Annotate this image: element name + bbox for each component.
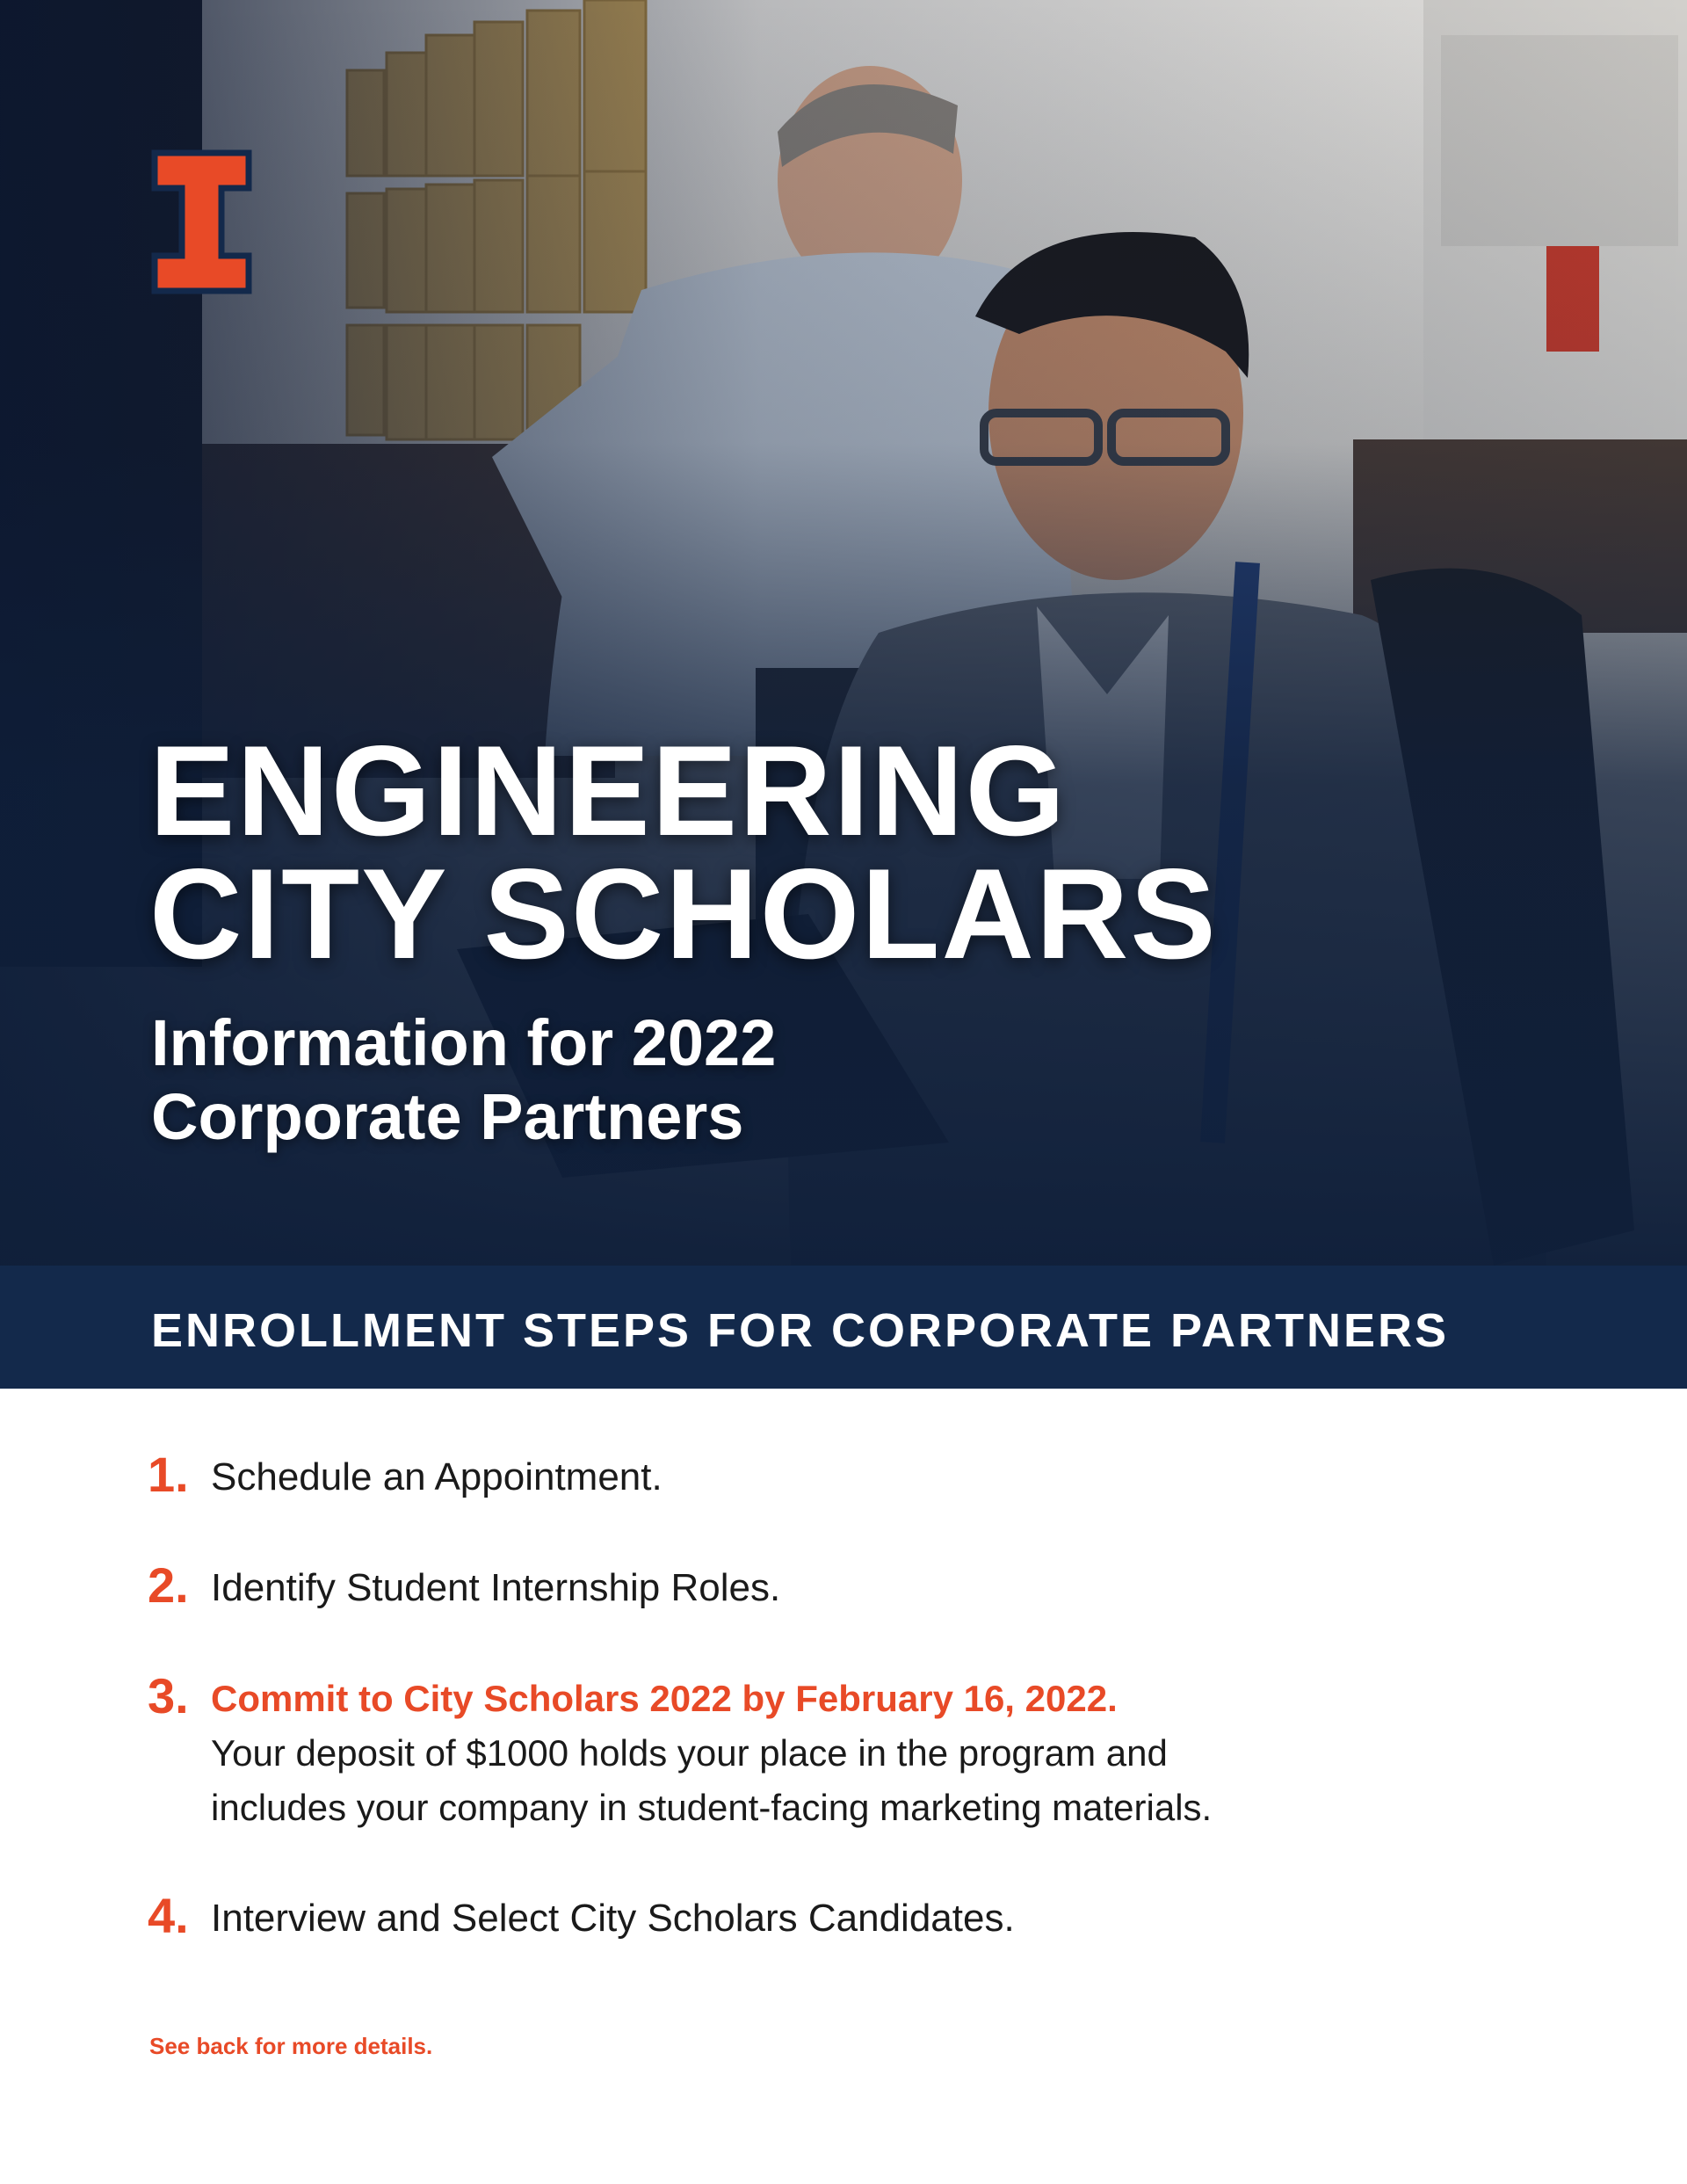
step-number: 2. (148, 1557, 189, 1613)
step-number: 3. (148, 1668, 189, 1723)
subtitle-line-1: Information for 2022 (151, 1006, 777, 1079)
step-description-line-1: Your deposit of $1000 holds your place in the program and (211, 1732, 1168, 1774)
step-text: Schedule an Appointment. (211, 1455, 662, 1498)
step-description-line-2: includes your company in student-facing marketing materials. (211, 1787, 1213, 1828)
step-number: 1. (148, 1447, 189, 1502)
section-banner (0, 1266, 1687, 1389)
step-text: Identify Student Internship Roles. (211, 1566, 781, 1609)
step-item (148, 1888, 1571, 1946)
footnote: See back for more details. (149, 2033, 433, 2059)
step-item (148, 1447, 1571, 1505)
enrollment-steps (148, 1447, 1571, 2002)
step-number: 4. (148, 1888, 189, 1943)
title-line-2: CITY SCHOLARS (149, 842, 1218, 985)
step-item (148, 1668, 1571, 1835)
title-line-1: ENGINEERING (149, 719, 1068, 862)
section-heading: ENROLLMENT STEPS FOR CORPORATE PARTNERS (151, 1304, 1450, 1357)
step-item (148, 1557, 1571, 1615)
step-deadline: Commit to City Scholars 2022 by February 16, 2022. (211, 1678, 1118, 1719)
step-text: Interview and Select City Scholars Candidates. (211, 1897, 1015, 1940)
subtitle-line-2: Corporate Partners (151, 1080, 744, 1153)
page-title (149, 719, 1218, 985)
block-i-logo (151, 149, 252, 294)
page-subtitle (151, 1006, 776, 1154)
